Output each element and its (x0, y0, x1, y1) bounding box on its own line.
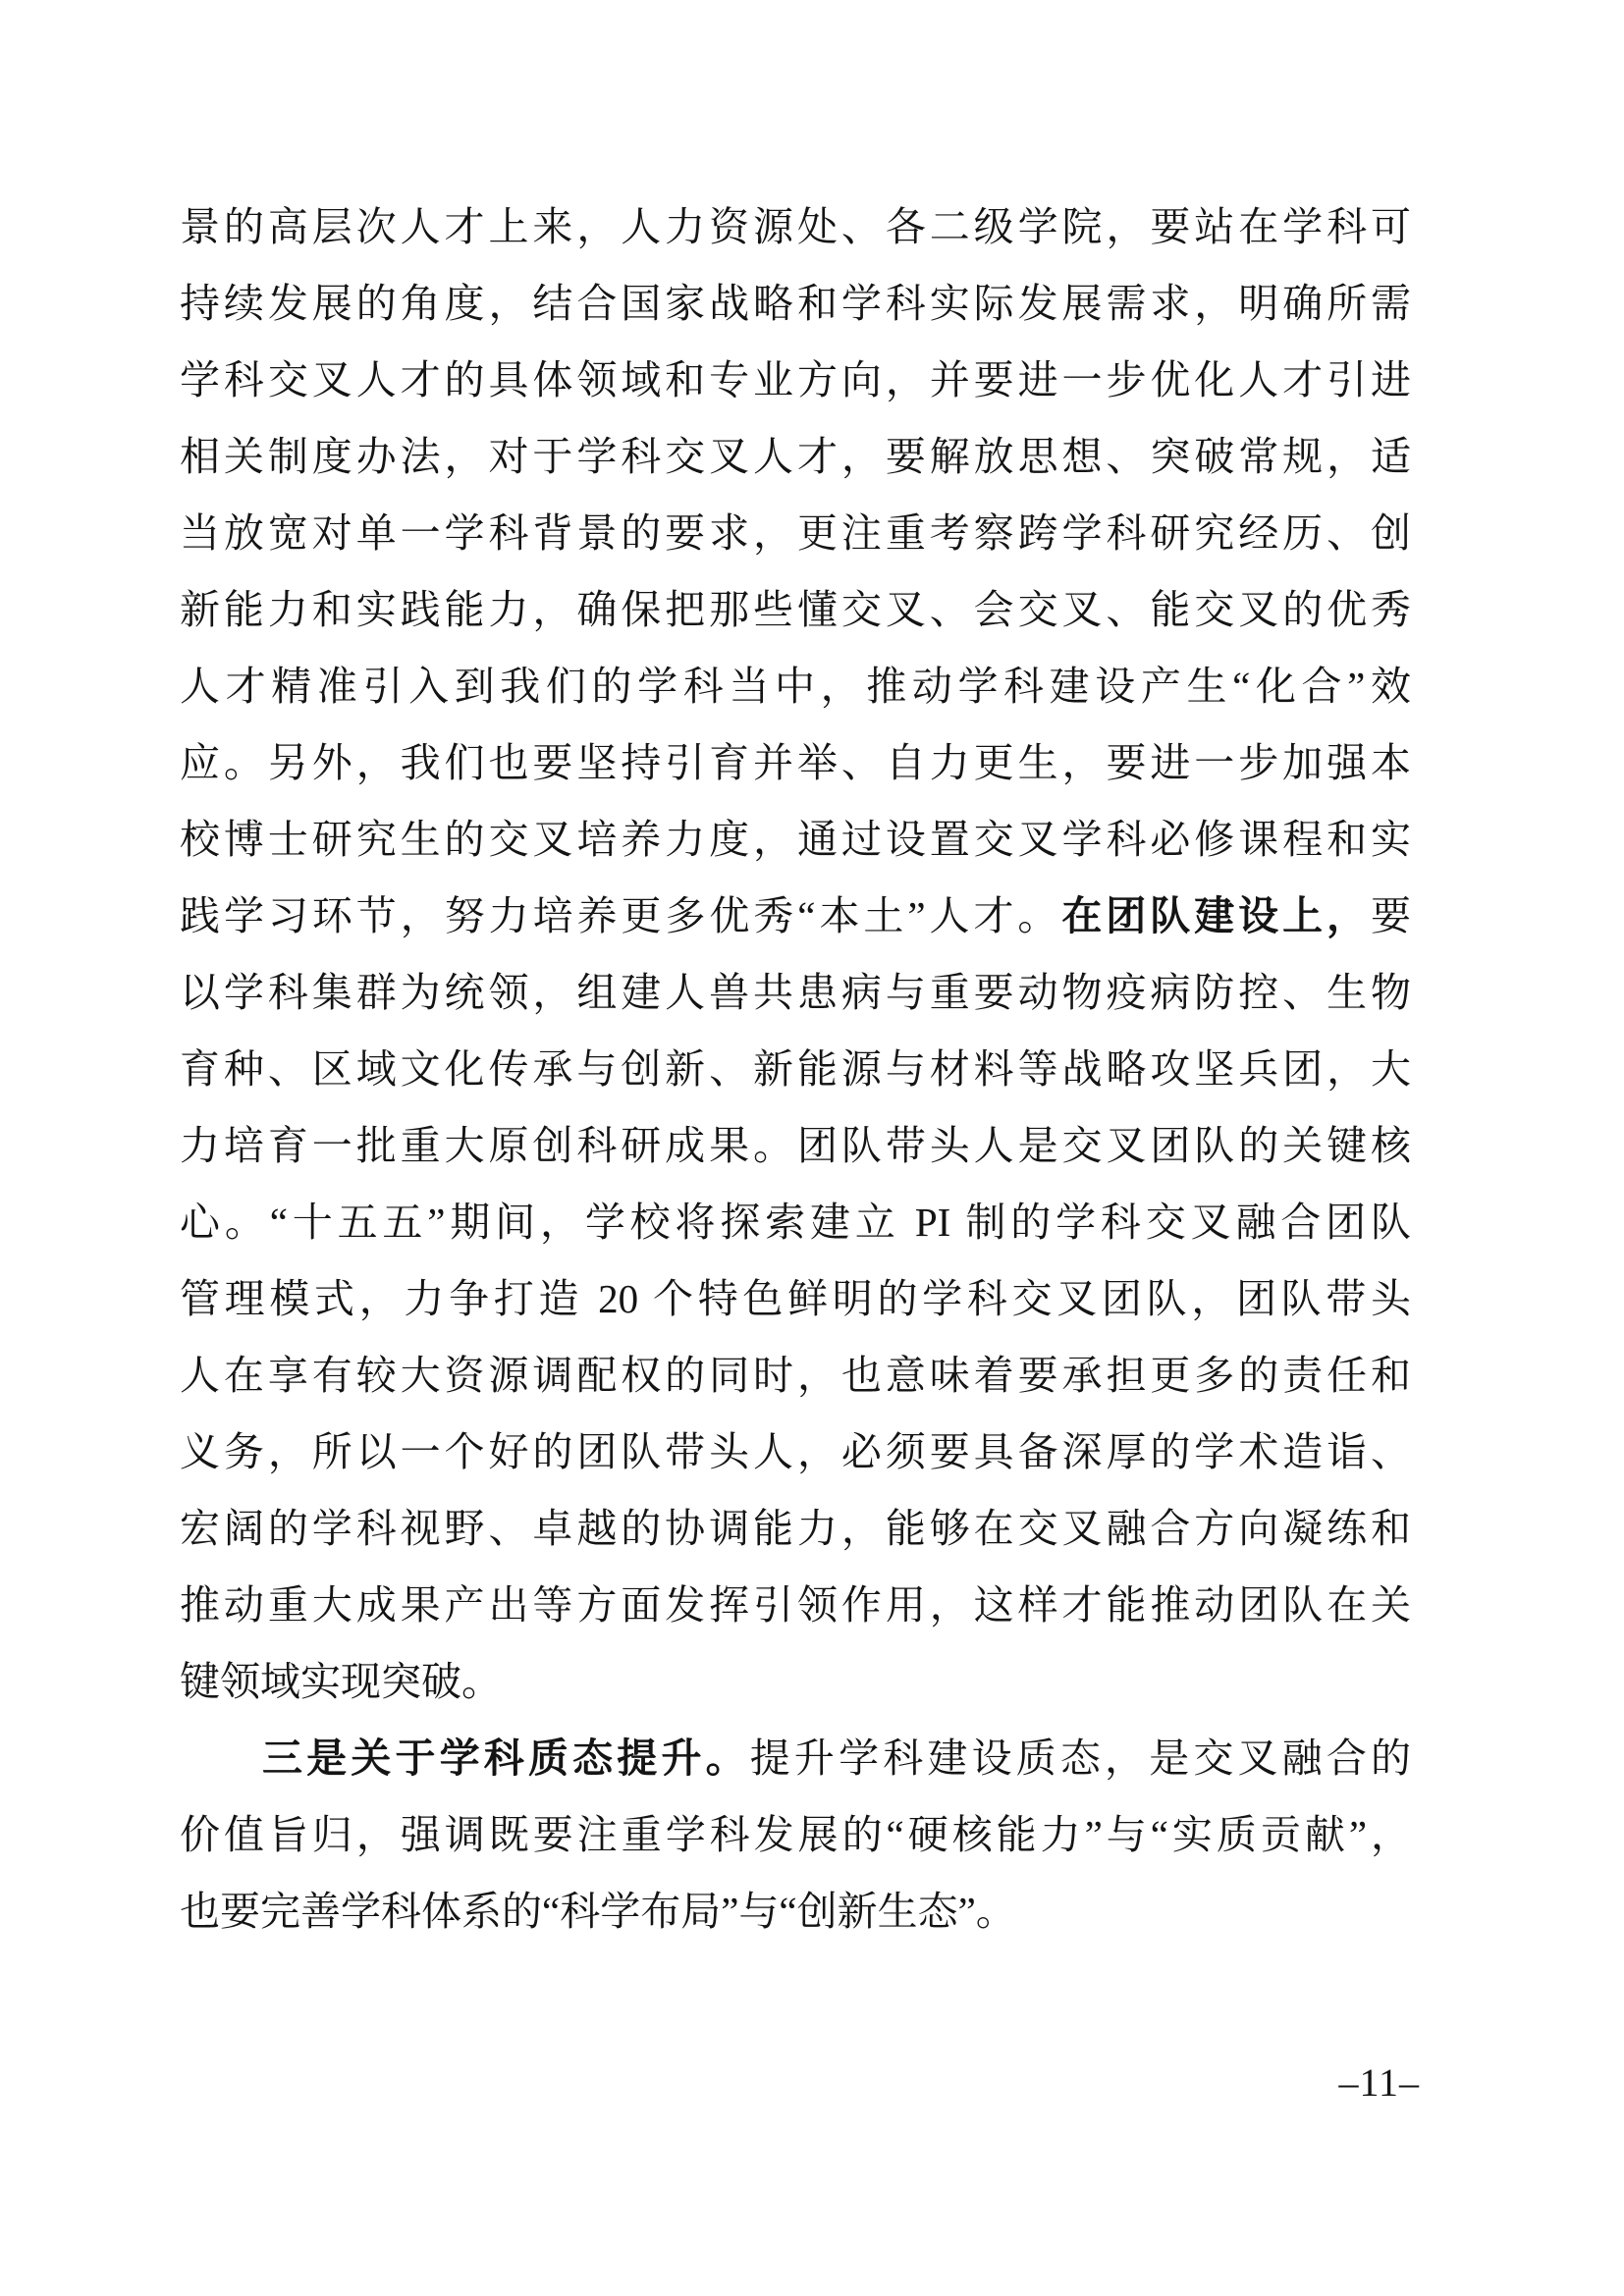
text-line (180, 1643, 1411, 1720)
text-segment: 推动重大成果产出等方面发挥引领作用，这样才能推动团队在关 (180, 1582, 1411, 1628)
text-line (180, 1260, 1411, 1337)
text-segment: 管理模式，力争打造 20 个特色鲜明的学科交叉团队，团队带头 (180, 1276, 1411, 1321)
text-line (180, 954, 1411, 1031)
text-segment: 价值旨归，强调既要注重学科发展的“硬核能力”与“实质贡献”， (180, 1812, 1411, 1857)
text-segment: 当放宽对单一学科背景的要求，更注重考察跨学科研究经历、创 (180, 510, 1411, 556)
text-segment: 义务，所以一个好的团队带头人，必须要具备深厚的学术造诣、 (180, 1429, 1411, 1474)
text-line (180, 418, 1411, 495)
bold-text-segment: 在团队建设上， (1061, 893, 1371, 938)
text-line (180, 1873, 1411, 1949)
text-line (180, 265, 1411, 342)
text-line (180, 342, 1411, 418)
text-segment: 践学习环节，努力培养更多优秀“本土”人才。 (180, 893, 1062, 938)
text-line (180, 724, 1411, 801)
text-segment: 应。另外，我们也要坚持引育并举、自力更生，要进一步加强本 (180, 740, 1411, 785)
text-segment: 相关制度办法，对于学科交叉人才，要解放思想、突破常规，适 (180, 434, 1411, 479)
text-segment: 宏阔的学科视野、卓越的协调能力，能够在交叉融合方向凝练和 (180, 1506, 1411, 1551)
text-line (180, 878, 1411, 954)
text-line (180, 648, 1411, 724)
text-segment: 提升学科建设质态，是交叉融合的 (749, 1735, 1412, 1781)
text-line (180, 1337, 1411, 1414)
text-segment: 新能力和实践能力，确保把那些懂交叉、会交叉、能交叉的优秀 (180, 587, 1411, 632)
text-line (180, 1184, 1411, 1260)
text-segment: 育种、区域文化传承与创新、新能源与材料等战略攻坚兵团，大 (180, 1046, 1411, 1092)
text-line (180, 801, 1411, 878)
text-line (180, 1720, 1411, 1796)
text-line (180, 1414, 1411, 1490)
text-segment: 人在享有较大资源调配权的同时，也意味着要承担更多的责任和 (180, 1353, 1411, 1398)
text-segment: 持续发展的角度，结合国家战略和学科实际发展需求，明确所需 (180, 281, 1411, 326)
text-line (180, 571, 1411, 648)
text-block (180, 188, 1411, 1949)
text-segment: 心。“十五五”期间，学校将探索建立 PI 制的学科交叉融合团队 (180, 1200, 1411, 1245)
text-segment: 以学科集群为统领，组建人兽共患病与重要动物疫病防控、生物 (180, 970, 1411, 1015)
page-number: –11– (1338, 2060, 1420, 2105)
text-line (180, 1567, 1411, 1643)
text-segment: 力培育一批重大原创科研成果。团队带头人是交叉团队的关键核 (180, 1123, 1411, 1168)
text-segment: 键领域实现突破。 (180, 1659, 502, 1704)
text-segment: 景的高层次人才上来，人力资源处、各二级学院，要站在学科可 (180, 204, 1411, 249)
text-line (180, 1796, 1411, 1873)
text-line (180, 1107, 1411, 1184)
text-line (180, 495, 1411, 571)
text-segment: 人才精准引入到我们的学科当中，推动学科建设产生“化合”效 (180, 664, 1411, 709)
text-line (180, 1490, 1411, 1567)
text-line (180, 1031, 1411, 1107)
text-segment: 校博士研究生的交叉培养力度，通过设置交叉学科必修课程和实 (180, 817, 1411, 862)
text-segment: 也要完善学科体系的“科学布局”与“创新生态”。 (180, 1889, 1016, 1934)
bold-text-segment: 三是关于学科质态提升。 (262, 1735, 750, 1781)
text-segment: 要 (1371, 893, 1411, 938)
text-segment: 学科交叉人才的具体领域和专业方向，并要进一步优化人才引进 (180, 357, 1411, 402)
text-line (180, 188, 1411, 265)
